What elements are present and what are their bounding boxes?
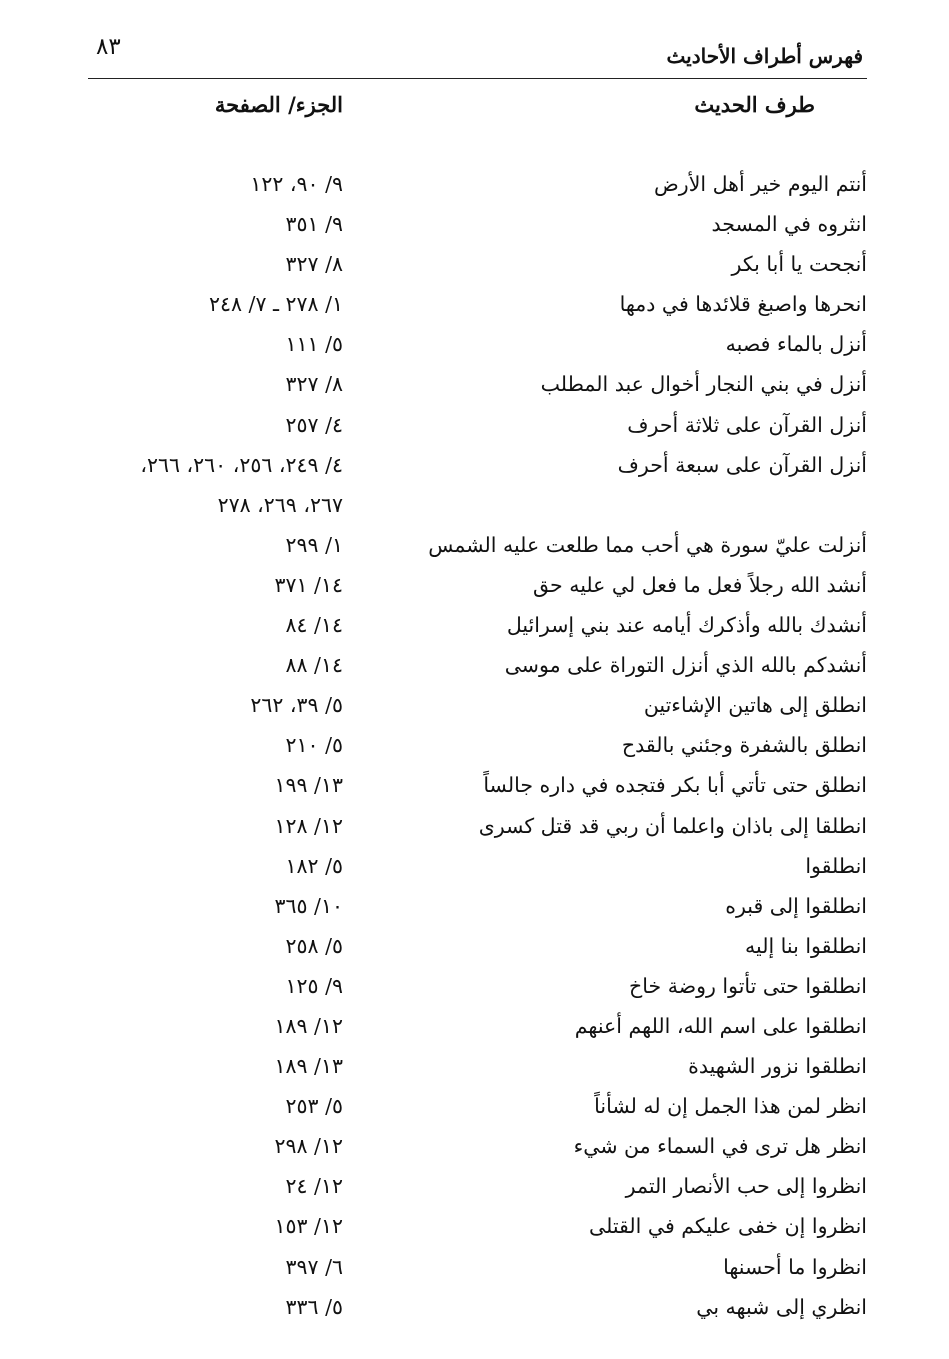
volume-page-reference: ٥/ ٢٥٣: [285, 1094, 343, 1119]
volume-page-reference: ١٣/ ١٨٩: [274, 1054, 343, 1079]
index-entry: [0, 1289, 949, 1329]
index-entry: [0, 246, 949, 286]
hadith-text: أنزل القرآن على ثلاثة أحرف: [627, 412, 867, 437]
hadith-text: انثروه في المسجد: [711, 212, 867, 237]
hadith-text: أنزل القرآن على سبعة أحرف: [617, 452, 867, 477]
volume-page-reference: ٥/ ٣٣٦: [285, 1294, 343, 1319]
volume-page-reference: ٦/ ٣٩٧: [285, 1254, 343, 1279]
index-entry: [0, 727, 949, 767]
hadith-text: أنجحت يا أبا بكر: [731, 252, 867, 277]
index-entry: [0, 1048, 949, 1088]
index-entry: [0, 366, 949, 406]
volume-page-reference: ١٠/ ٣٦٥: [274, 893, 343, 918]
hadith-text: انطلقوا على اسم الله، اللهم أعنهم: [574, 1013, 867, 1038]
hadith-text: انطلقوا إلى قبره: [725, 893, 867, 918]
column-header-hadith: طرف الحديث: [694, 92, 815, 117]
index-entry: [0, 808, 949, 848]
index-entry: [0, 1168, 949, 1208]
column-header-reference: الجزء/ الصفحة: [214, 92, 343, 117]
index-entry: [0, 527, 949, 567]
hadith-text: انظري إلى شبهه بي: [696, 1294, 867, 1319]
hadith-text: انطلق إلى هاتين الإشاءتين: [643, 693, 867, 718]
hadith-text: انطلقوا: [805, 853, 867, 878]
volume-page-reference: ١/ ٢٩٩: [285, 532, 343, 557]
volume-page-reference: ٨/ ٣٢٧: [285, 372, 343, 397]
index-entry: [0, 567, 949, 607]
index-entry: [0, 1008, 949, 1048]
hadith-text: انظروا ما أحسنها: [723, 1254, 867, 1279]
index-entry: [0, 1208, 949, 1248]
index-entry: [0, 848, 949, 888]
index-entry: [0, 928, 949, 968]
volume-page-reference: ٩/ ٩٠، ١٢٢: [250, 172, 343, 196]
index-entry: [0, 407, 949, 447]
index-entry: [0, 1088, 949, 1128]
volume-page-reference: ١٤/ ٣٧١: [274, 572, 343, 597]
hadith-text: انطلقوا نزور الشهيدة: [688, 1054, 867, 1079]
volume-page-reference: ١٢/ ١٢٨: [274, 813, 343, 838]
index-entry: [0, 206, 949, 246]
volume-page-reference: ٥/ ٣٩، ٢٦٢: [250, 693, 343, 718]
index-entry: [0, 326, 949, 366]
index-entry: [0, 607, 949, 647]
index-entry: [0, 1249, 949, 1289]
hadith-text: أنشدكم بالله الذي أنزل التوراة على موسى: [504, 653, 867, 678]
volume-page-reference: ٩/ ١٢٥: [285, 973, 343, 998]
running-title: فهرس أطراف الأحاديث: [666, 44, 863, 68]
hadith-text: أنشدك بالله وأذكرك أيامه عند بني إسرائيل: [506, 613, 867, 638]
volume-page-reference: ٨/ ٣٢٧: [285, 252, 343, 277]
volume-page-reference: ١٢/ ٢٤: [285, 1174, 343, 1199]
hadith-text: أنتم اليوم خير أهل الأرض: [654, 172, 867, 196]
hadith-text: انظر لمن هذا الجمل إن له لشأناً: [594, 1094, 867, 1119]
volume-page-reference: ١٣/ ١٩٩: [274, 773, 343, 798]
hadith-text: انطلقا إلى باذان واعلما أن ربي قد قتل كسرى: [478, 813, 867, 838]
hadith-text: أنزل في بني النجار أخوال عبد المطلب: [540, 372, 867, 397]
index-entry: [0, 1128, 949, 1168]
hadith-text: انظروا إن خفى عليكم في القتلى: [588, 1214, 867, 1239]
volume-page-reference: ٥/ ٢٥٨: [285, 933, 343, 958]
volume-page-reference: ٤/ ٢٥٧: [285, 412, 343, 437]
hadith-text: انطلق حتى تأتي أبا بكر فتجده في داره جالساً: [483, 773, 867, 798]
page-number: ٨٣: [96, 34, 121, 60]
hadith-text: أنزل بالماء فصبه: [725, 332, 867, 357]
index-entry: [0, 447, 949, 487]
volume-page-reference: ١/ ٢٧٨ ـ ٧/ ٢٤٨: [208, 292, 343, 317]
index-entry: [0, 166, 949, 206]
index-entry-continuation: [0, 487, 949, 527]
volume-page-reference: ٥/ ١١١: [285, 332, 343, 357]
hadith-text: انظر هل ترى في السماء من شيء: [573, 1134, 867, 1159]
index-entry: [0, 968, 949, 1008]
volume-page-reference: ٥/ ١٨٢: [285, 853, 343, 878]
volume-page-reference: ٩/ ٣٥١: [285, 212, 343, 237]
hadith-text: انطلقوا حتى تأتوا روضة خاخ: [629, 973, 867, 998]
volume-page-reference: ٥/ ٢١٠: [285, 733, 343, 758]
index-entry: [0, 286, 949, 326]
volume-page-reference: ١٢/ ١٥٣: [274, 1214, 343, 1239]
index-entry: [0, 647, 949, 687]
hadith-text: انظروا إلى حب الأنصار التمر: [625, 1174, 867, 1199]
index-entry: [0, 767, 949, 807]
volume-page-reference: ١٢/ ١٨٩: [274, 1013, 343, 1038]
index-entries: [0, 166, 949, 1329]
volume-page-reference: ١٢/ ٢٩٨: [274, 1134, 343, 1159]
hadith-text: انطلق بالشفرة وجئني بالقدح: [621, 733, 867, 758]
volume-page-reference: ١٤/ ٨٤: [285, 613, 343, 638]
index-entry: [0, 888, 949, 928]
volume-page-reference: ٤/ ٢٤٩، ٢٥٦، ٢٦٠، ٢٦٦،: [140, 452, 343, 477]
hadith-text: انطلقوا بنا إليه: [745, 933, 867, 958]
hadith-text: أنشد الله رجلاً فعل ما فعل لي عليه حق: [532, 572, 867, 597]
index-entry: [0, 687, 949, 727]
hadith-text: انحرها واصبغ قلائدها في دمها: [619, 292, 867, 317]
header-divider: [88, 78, 867, 79]
volume-page-reference: ٢٦٧، ٢٦٩، ٢٧٨: [217, 492, 343, 517]
volume-page-reference: ١٤/ ٨٨: [285, 653, 343, 678]
hadith-text: أنزلت عليّ سورة هي أحب مما طلعت عليه الشمس: [428, 532, 867, 557]
